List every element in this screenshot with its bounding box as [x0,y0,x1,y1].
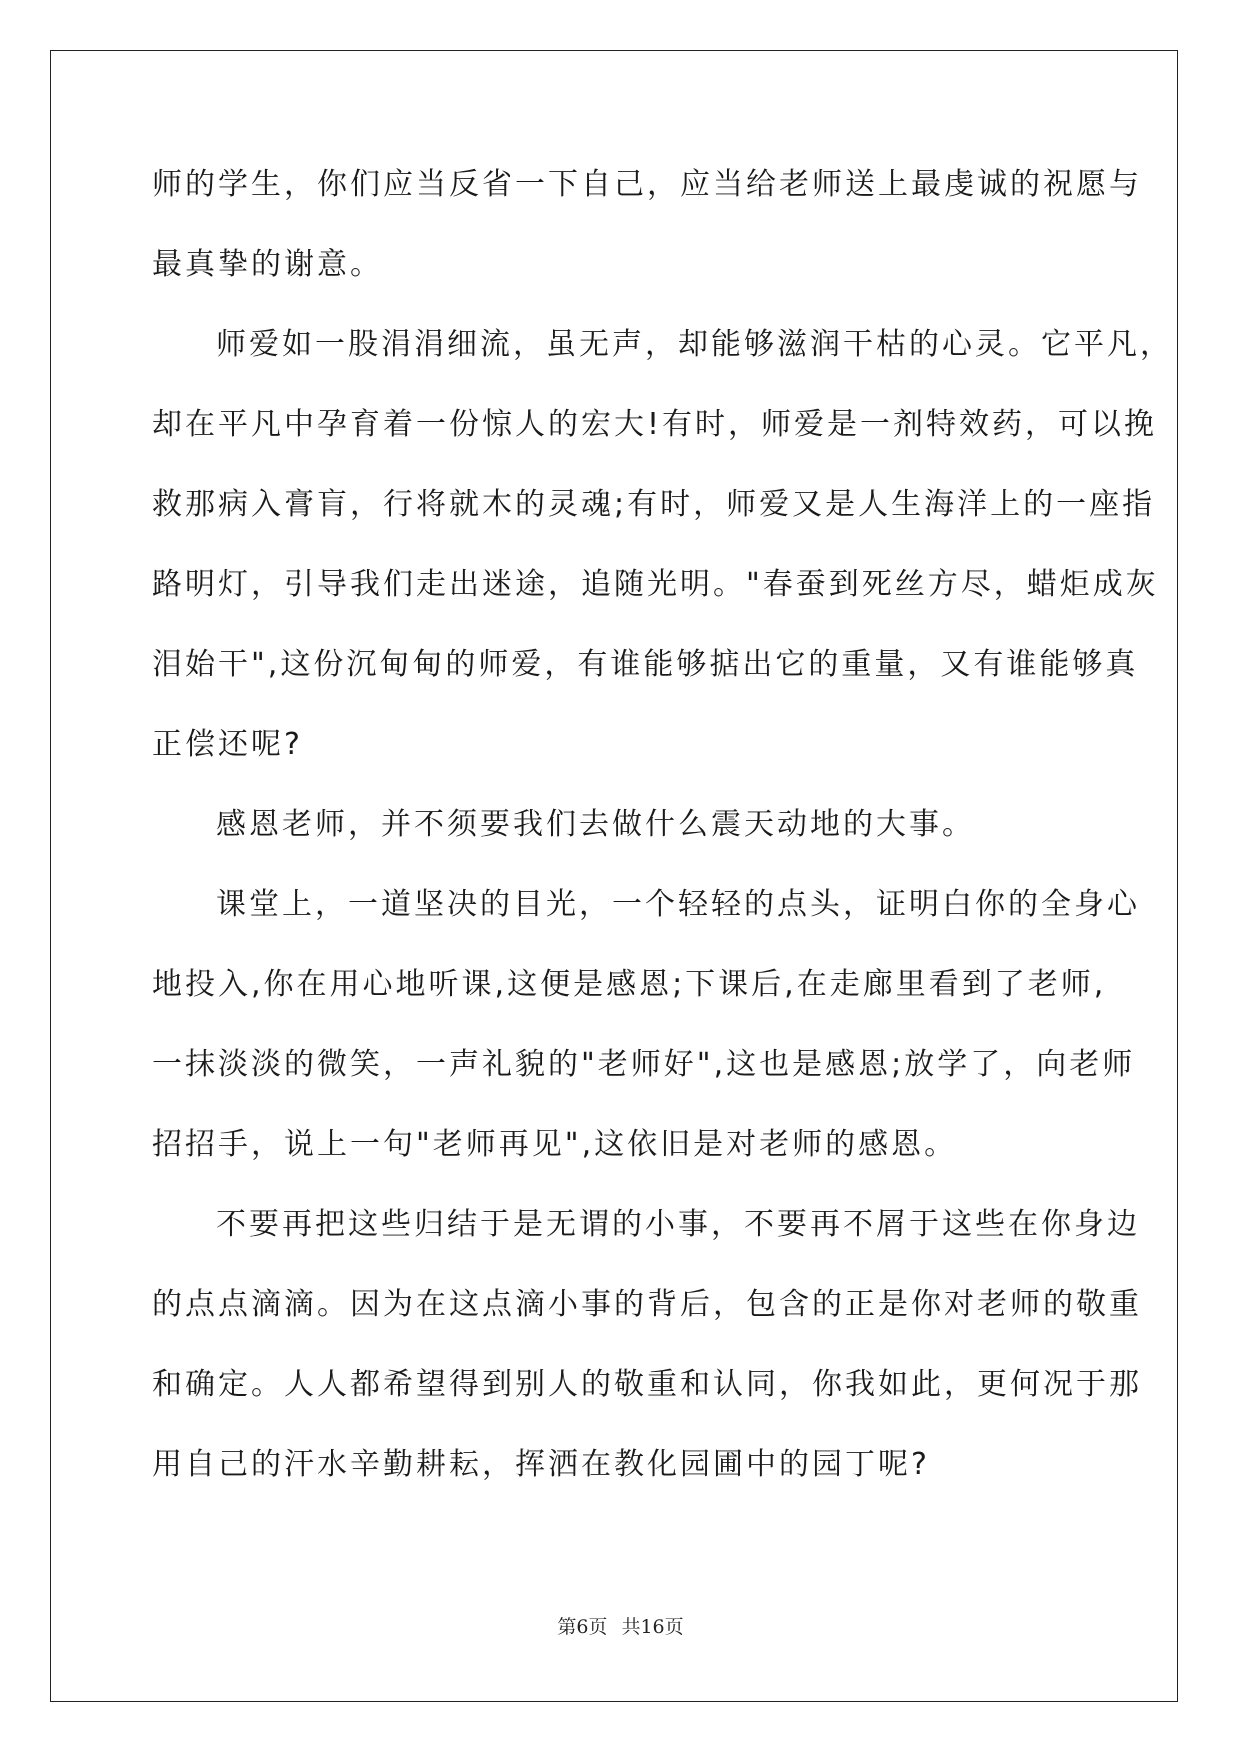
text-line: 泪始干",这份沉甸甸的师爱，有谁能够掂出它的重量，又有谁能够真 [152,647,1139,682]
text-line: 地投入,你在用心地听课,这便是感恩;下课后,在走廊里看到了老师, [152,967,1107,1002]
text-line: 不要再把这些归结于是无谓的小事，不要再不屑于这些在你身边 [216,1207,1140,1242]
text-line: 救那病入膏肓，行将就木的灵魂;有时，师爱又是人生海洋上的一座指 [152,487,1156,522]
text-line: 招招手，说上一句"老师再见",这依旧是对老师的感恩。 [152,1127,958,1162]
text-line: 最真挚的谢意。 [152,247,383,282]
page-footer [0,1612,1241,1639]
text-line: 正偿还呢? [152,727,303,762]
page-total: 共16页 [621,1616,684,1638]
text-line: 一抹淡淡的微笑，一声礼貌的"老师好",这也是感恩;放学了，向老师 [152,1047,1136,1082]
text-line: 用自己的汗水辛勤耕耘，挥洒在教化园圃中的园丁呢? [152,1447,930,1482]
text-line: 路明灯，引导我们走出迷途，追随光明。"春蚕到死丝方尽，蜡炬成灰 [152,567,1159,602]
text-line: 却在平凡中孕育着一份惊人的宏大!有时，师爱是一剂特效药，可以挽 [152,407,1158,442]
document-body [152,160,1173,1520]
text-line: 课堂上，一道坚决的目光，一个轻轻的点头，证明白你的全身心 [216,887,1140,922]
page-number: 第6页 [557,1616,608,1638]
text-line: 师的学生，你们应当反省一下自己，应当给老师送上最虔诚的祝愿与 [152,167,1142,202]
text-line: 的点点滴滴。因为在这点滴小事的背后，包含的正是你对老师的敬重 [152,1287,1142,1322]
text-line: 师爱如一股涓涓细流，虽无声，却能够滋润干枯的心灵。它平凡， [216,327,1173,362]
text-line: 和确定。人人都希望得到别人的敬重和认同，你我如此，更何况于那 [152,1367,1142,1402]
text-line: 感恩老师，并不须要我们去做什么震天动地的大事。 [216,807,975,842]
